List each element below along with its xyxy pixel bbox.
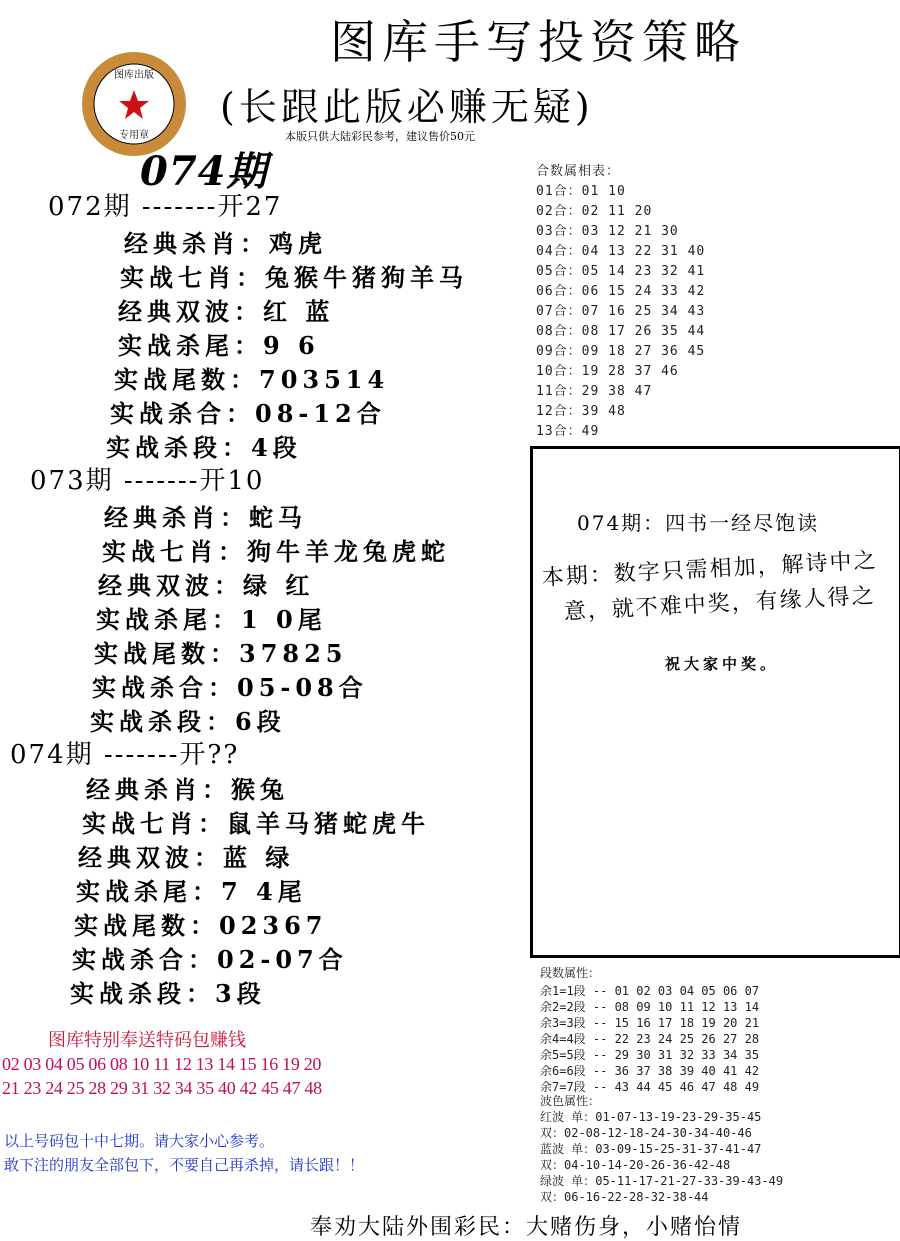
special-advice-2: 敢下注的朋友全部包下，不要自己再杀掉，请长跟！！: [4, 1156, 365, 1174]
footer-text: 奉劝大陆外围彩民：大赌伤身，小赌怡情: [310, 1215, 743, 1240]
p072-row: 实战尾数：703514: [114, 365, 390, 394]
bose-title: 波色属性：: [540, 1094, 601, 1108]
bose-row: 双：02-08-12-18-24-30-34-40-46: [540, 1126, 752, 1140]
he-table-title: 合数属相表：: [536, 164, 621, 179]
p074-row: 实战杀尾：7 4尾: [76, 877, 307, 906]
special-title: 图库特别奉送特码包赚钱: [48, 1030, 246, 1051]
p073-row: 实战尾数：37825: [94, 639, 348, 668]
duan-row: 余3=3段 -- 15 16 17 18 19 20 21: [540, 1016, 760, 1030]
bose-row: 蓝波 单：03-09-15-25-31-37-41-47: [540, 1142, 762, 1156]
bose-row: 红波 单：01-07-13-19-23-29-35-45: [540, 1110, 762, 1124]
hint-line-3: 意，就不难中奖，有缘人得之: [563, 583, 877, 625]
period-072-head: 072期 -------开27: [48, 192, 283, 222]
he-table-row: 09合：09 18 27 36 45: [536, 344, 706, 359]
period-074-head: 074期 -------开??: [10, 740, 240, 770]
issue-number: 074期: [140, 148, 268, 195]
p073-row: 实战杀合：05-08合: [92, 673, 368, 702]
p074-row: 实战七肖：鼠羊马猪蛇虎牛: [82, 809, 430, 838]
bose-row: 双：06-16-22-28-32-38-44: [540, 1190, 709, 1204]
p072-row: 实战七肖：兔猴牛猪狗羊马: [120, 263, 468, 292]
hint-line-2: 本期：数字只需相加，解诗中之: [541, 548, 879, 591]
special-advice-1: 以上号码包十中七期。请大家小心参考。: [4, 1132, 275, 1150]
p073-row: 实战七肖：狗牛羊龙兔虎蛇: [102, 537, 450, 566]
duan-row: 余4=4段 -- 22 23 24 25 26 27 28: [540, 1032, 760, 1046]
he-table-row: 07合：07 16 25 34 43: [536, 304, 706, 319]
he-table-row: 03合：03 12 21 30: [536, 224, 679, 239]
special-numbers-1: 02 03 04 05 06 08 10 11 12 13 14 15 16 19 20: [2, 1054, 322, 1074]
p073-row: 经典杀肖：蛇马: [104, 503, 307, 532]
hint-box: [530, 446, 900, 958]
p073-row: 实战杀段：6段: [90, 707, 286, 736]
p073-row: 实战杀尾：1 0尾: [96, 605, 327, 634]
duan-row: 余5=5段 -- 29 30 31 32 33 34 35: [540, 1048, 760, 1062]
hint-line-1: 074期：四书一经尽饱读: [577, 511, 820, 535]
p074-row: 实战杀段：3段: [70, 979, 266, 1008]
stamp-top-text: 图库出版: [114, 70, 154, 81]
duan-row: 余2=2段 -- 08 09 10 11 12 13 14: [540, 1000, 760, 1014]
special-numbers-2: 21 23 24 25 28 29 31 32 34 35 40 42 45 47 48: [2, 1078, 322, 1098]
p073-row: 经典双波：绿 红: [98, 571, 315, 600]
p072-row: 实战杀尾：9 6: [118, 331, 320, 360]
duan-row: 余1=1段 -- 01 02 03 04 05 06 07: [540, 984, 760, 998]
he-table-row: 08合：08 17 26 35 44: [536, 324, 706, 339]
stamp-bottom-text: 专用章: [119, 130, 149, 141]
duan-row: 余7=7段 -- 43 44 45 46 47 48 49: [540, 1080, 760, 1094]
he-table-row: 10合：19 28 37 46: [536, 364, 679, 379]
page-title: 图库手写投资策略: [330, 15, 746, 69]
bose-row: 双：04-10-14-20-26-36-42-48: [540, 1158, 731, 1172]
p074-row: 经典杀肖：猴兔: [86, 775, 289, 804]
p072-row: 实战杀段：4段: [106, 433, 302, 462]
hint-line-4: 祝大家中奖。: [665, 655, 780, 673]
p074-row: 实战尾数：02367: [74, 911, 328, 940]
p072-row: 实战杀合：08-12合: [110, 399, 386, 428]
p074-row: 经典双波：蓝 绿: [78, 843, 295, 872]
duan-row: 余6=6段 -- 36 37 38 39 40 41 42: [540, 1064, 760, 1078]
period-073-head: 073期 -------开10: [30, 466, 265, 496]
p074-row: 实战杀合：02-07合: [72, 945, 348, 974]
bose-row: 绿波 单：05-11-17-21-27-33-39-43-49: [540, 1174, 784, 1188]
he-table-row: 02合：02 11 20: [536, 204, 653, 219]
he-table-row: 04合：04 13 22 31 40: [536, 244, 706, 259]
duan-title: 段数属性：: [540, 966, 601, 980]
p072-row: 经典杀肖：鸡虎: [124, 229, 327, 258]
page-subtitle: (长跟此版必赚无疑): [220, 85, 594, 129]
he-table-row: 11合：29 38 47: [536, 384, 653, 399]
price-note: 本版只供大陆彩民参考，建议售价50元: [285, 130, 475, 143]
p072-row: 经典双波：红 蓝: [118, 297, 335, 326]
he-table-row: 13合：49: [536, 424, 600, 439]
he-table-row: 12合：39 48: [536, 404, 626, 419]
he-table-row: 01合：01 10: [536, 184, 626, 199]
he-table-row: 05合：05 14 23 32 41: [536, 264, 706, 279]
he-table-row: 06合：06 15 24 33 42: [536, 284, 706, 299]
